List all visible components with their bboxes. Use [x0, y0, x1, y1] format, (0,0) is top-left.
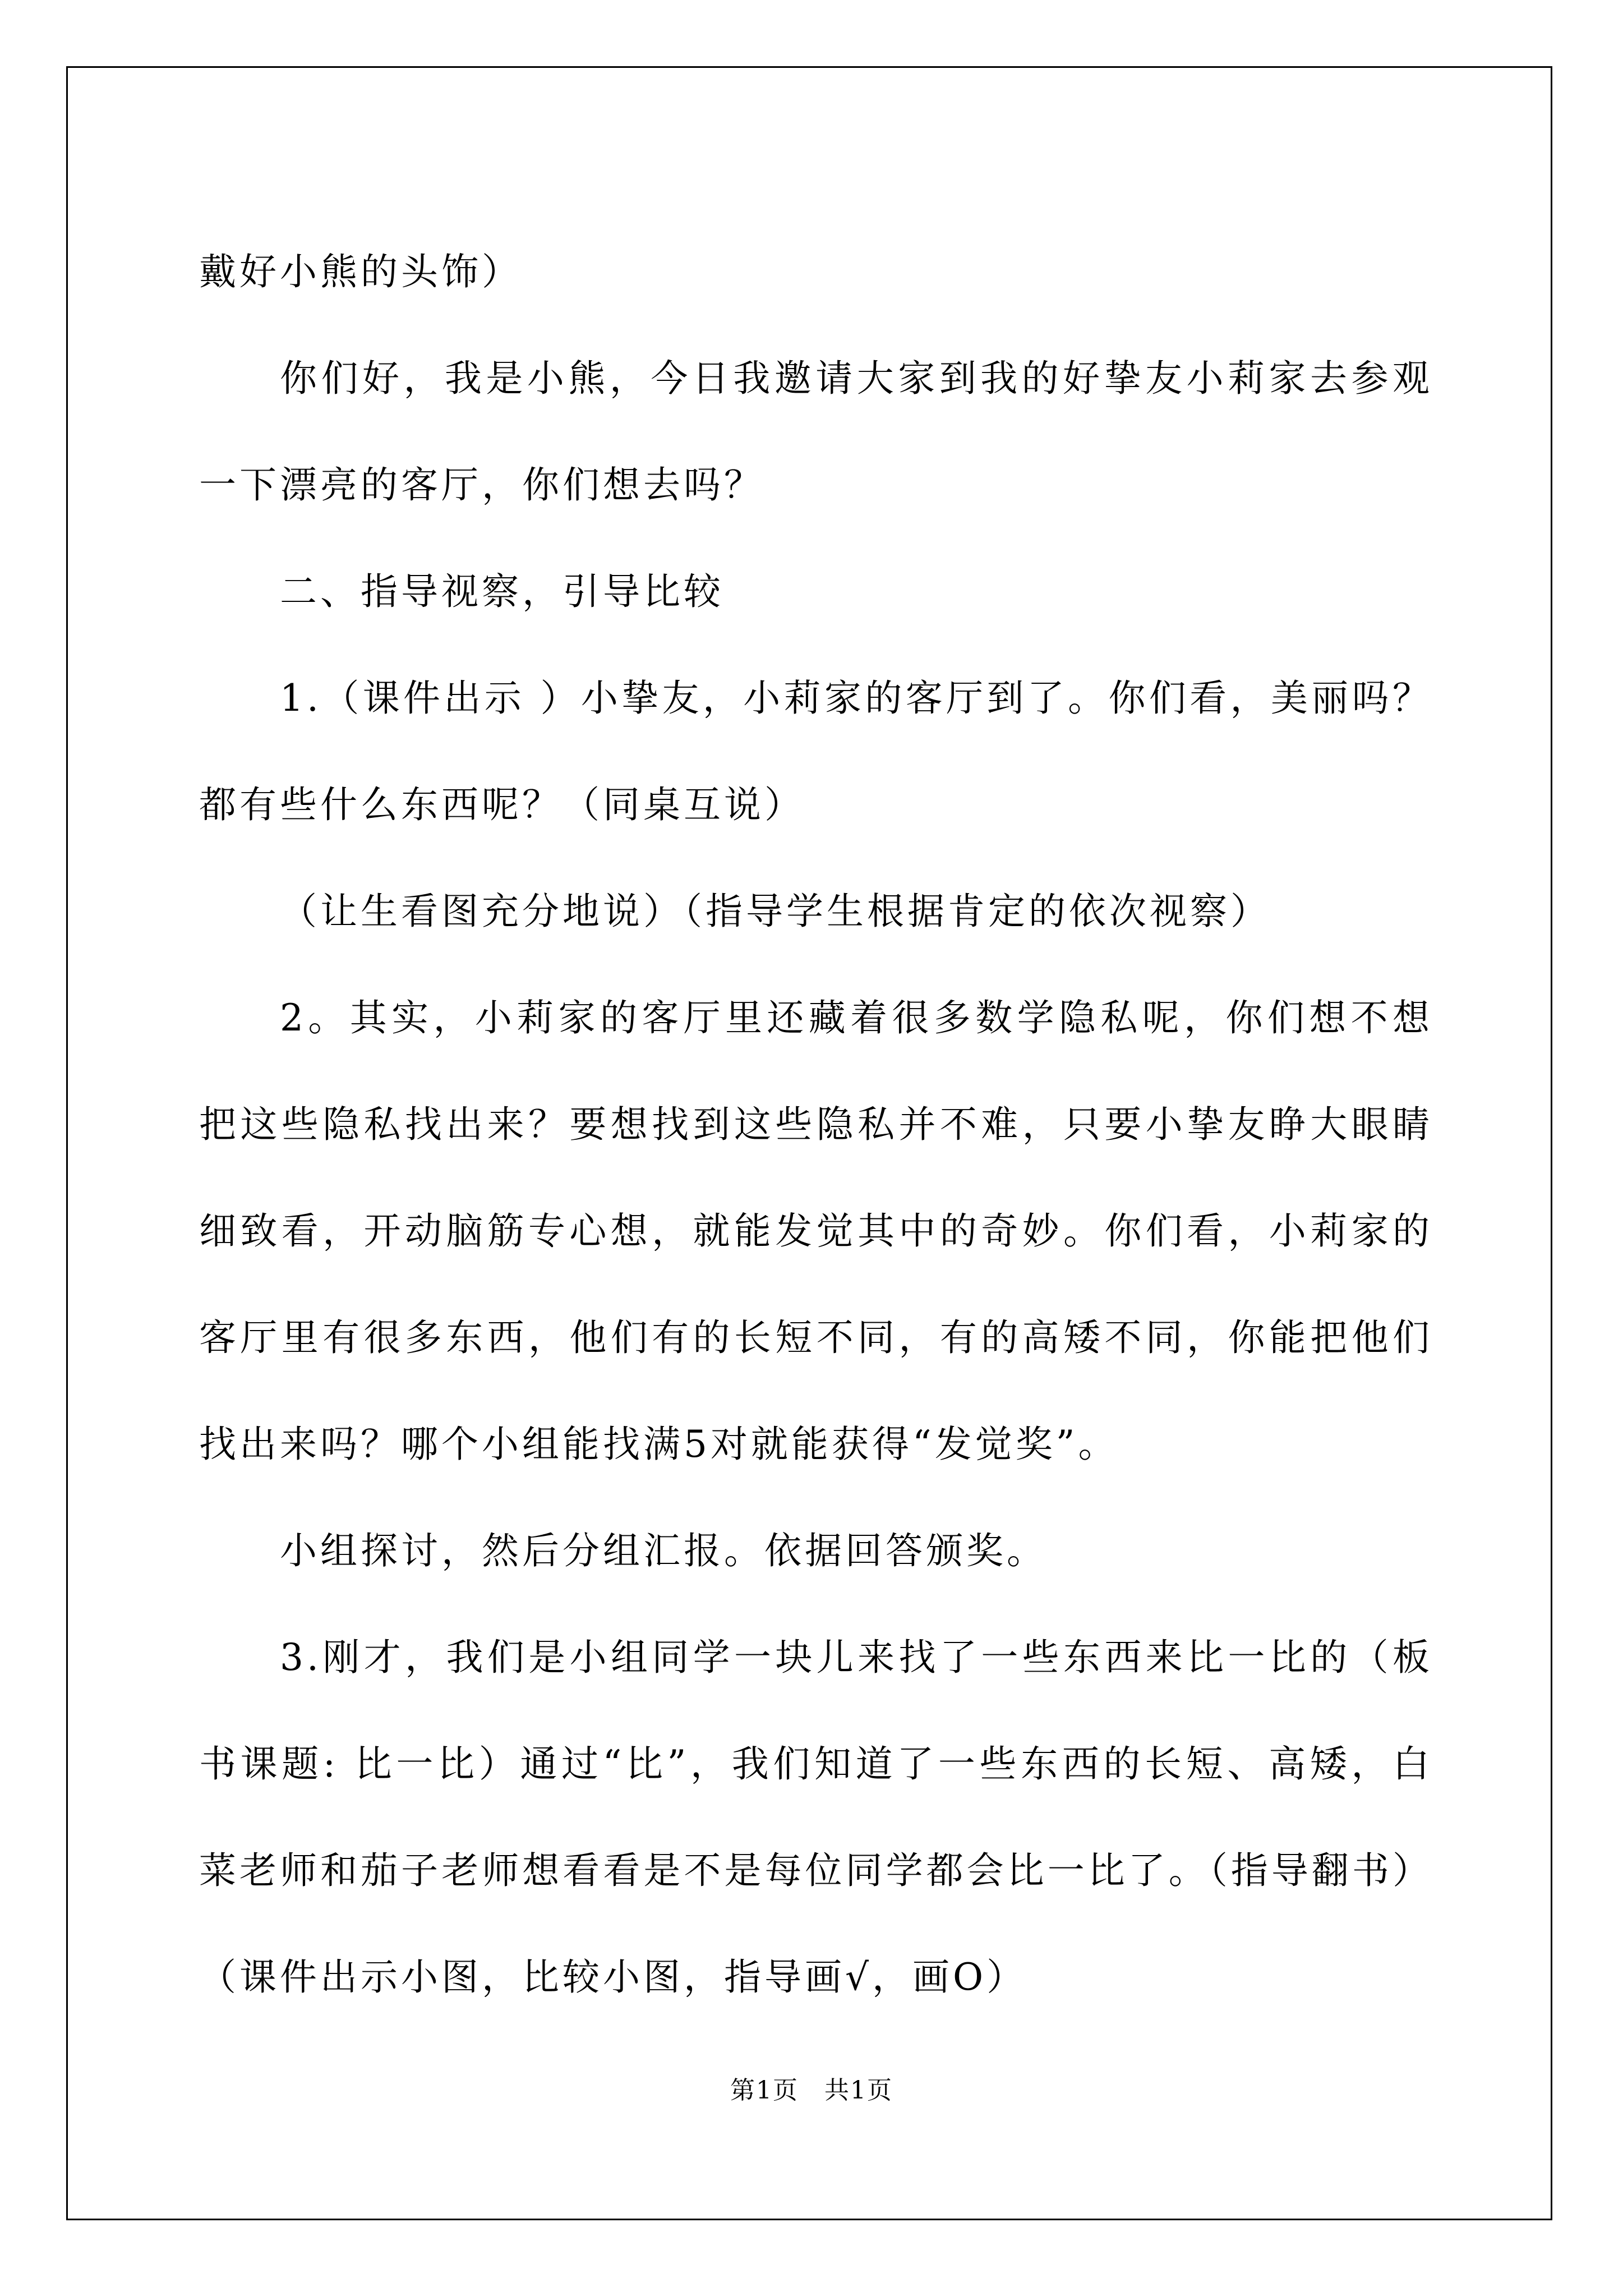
paragraph: 小组探讨，然后分组汇报。依据回答颁奖。 [280, 1529, 1047, 1572]
page-number: 第1页 共1页 [730, 2076, 893, 2105]
paragraph: 2。其实，小莉家的客厅里还藏着很多数学隐私呢，你们想不想把这些隐私找出来？要想找到这些隐私并不难，只要小挚友睁大眼睛细致看，开动脑筋专心想，就能发觉其中的奇妙。你们看，小莉家的客厅里有很多东西，他们有的长短不同，有的高矮不同，你能把他们找出来吗？哪个小组能找满5对就能获得“发觉奖”。 [199, 996, 1433, 1466]
paragraph: 戴好小熊的头饰） [199, 250, 522, 293]
page-footer [0, 2070, 1623, 2106]
paragraph: 你们好，我是小熊，今日我邀请大家到我的好挚友小莉家去参观一下漂亮的客厅，你们想去吗？ [199, 357, 1433, 507]
paragraph: 1.（课件出示 ）小挚友，小莉家的客厅到了。你们看，美丽吗？都有些什么东西呢？（同桌互说） [199, 677, 1433, 826]
paragraph: （让生看图充分地说）（指导学生根据肯定的依次视察） [280, 890, 1271, 933]
paragraph: 3.刚才，我们是小组同学一块儿来找了一些东西来比一比的（板书课题: 比一比）通过“比”，我们知道了一些东西的长短、高矮，白菜老师和茄子老师想看看是不是每位同学都会比一比了。（指导翻书）（课件出示小图，比较小图，指导画√，画O） [199, 1636, 1433, 1999]
section-heading: 二、指导视察，引导比较 [280, 570, 724, 613]
document-body [199, 219, 1433, 2031]
